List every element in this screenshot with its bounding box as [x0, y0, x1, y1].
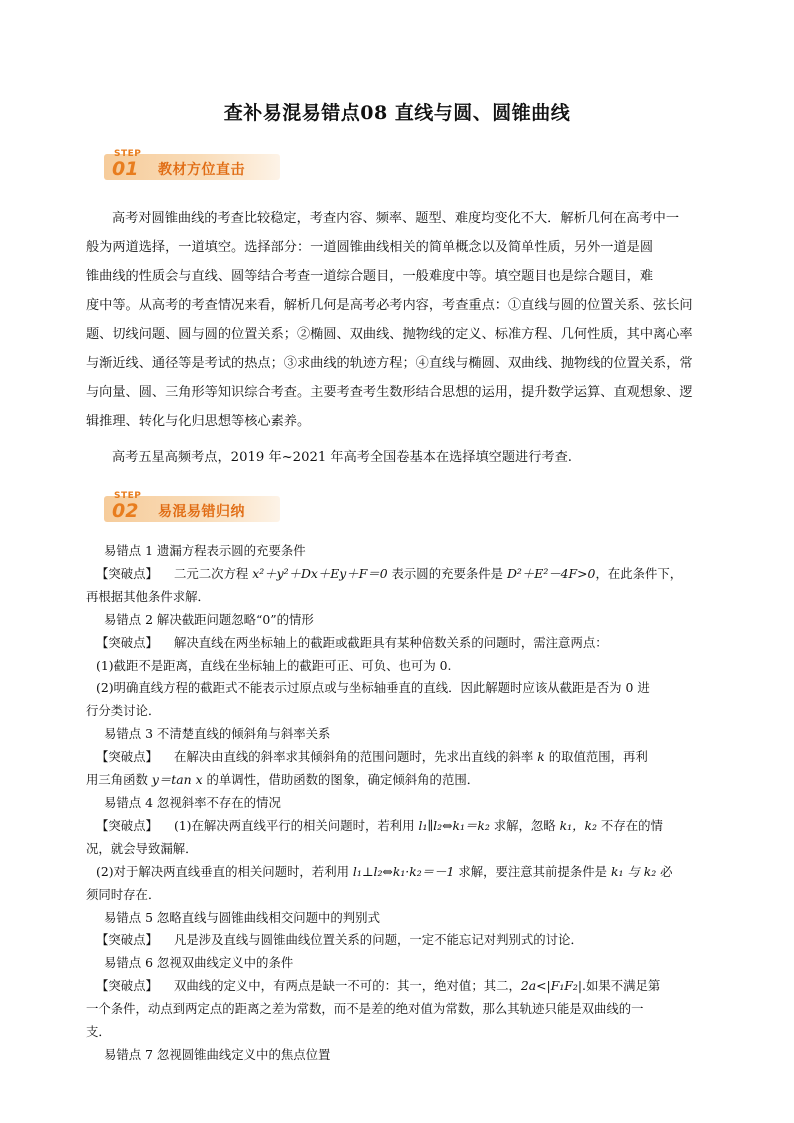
step-number: 01 [112, 158, 139, 180]
tip-text: 凡是涉及直线与圆锥曲线位置关系的问题，一定不能忘记对判别式的讨论． [173, 932, 583, 948]
error-point-title: 易错点 5 忽略直线与圆锥曲线相交问题中的判别式 [104, 909, 380, 925]
tip-continuation: 须同时存在． [86, 886, 161, 902]
error-points-list [86, 540, 736, 1067]
error-point-tip [86, 563, 736, 586]
math-expression: k₁，k₂ [559, 817, 597, 833]
step-word: STEP [114, 491, 142, 501]
math-expression: l₁∥l₂⇔k₁＝k₂ [418, 817, 490, 833]
error-point-title: 易错点 6 忽视双曲线定义中的条件 [104, 955, 294, 971]
tip-text: 求解，要注意其前提条件是 [454, 863, 611, 879]
tip-continuation: 行分类讨论． [86, 703, 161, 719]
tip-continuation: 支． [86, 1024, 111, 1040]
tip-label: 【突破点】 [96, 565, 158, 581]
tip-text: 解决直线在两坐标轴上的截距或截距具有某种倍数关系的问题时，需注意两点： [173, 634, 608, 650]
tip-text: ，在此条件下， [595, 565, 683, 581]
intro-line: 辑推理、转化与化归思想等核心素养。 [86, 414, 311, 429]
tip-label: 【突破点】 [96, 634, 158, 650]
math-expression: k₁ 与 k₂ [610, 863, 657, 879]
intro-line: 高考对圆锥曲线的考查比较稳定，考查内容、频率、题型、难度均变化不大．解析几何在高考中一 [112, 211, 680, 226]
error-point-title: 易错点 1 遗漏方程表示圆的充要条件 [104, 543, 306, 558]
tip-text: (1)在解决两直线平行的相关问题时，若利用 [173, 817, 419, 833]
tip-text: 二元二次方程 [173, 565, 253, 581]
intro-line: 题、切线问题、圆与圆的位置关系；②椭圆、双曲线、抛物线的定义、标准方程、几何性质，其中离心率 [86, 327, 693, 342]
error-point-tip [86, 975, 736, 998]
step-label: 教材方位直击 [158, 162, 245, 178]
error-point-tip [86, 746, 736, 769]
error-point-title: 易错点 2 解决截距问题忽略“0”的情形 [104, 611, 314, 627]
step-01-header [104, 147, 284, 187]
tip-label: 【突破点】 [96, 932, 158, 948]
error-point-title: 易错点 7 忽视圆锥曲线定义中的焦点位置 [104, 1046, 331, 1062]
intro-paragraph [86, 204, 732, 436]
tip-text: 用三角函数 [86, 772, 152, 788]
tip-text: 必 [656, 863, 673, 879]
tip-text: 表示圆的充要条件是 [387, 565, 507, 581]
tip-continuation: 况，就会导致漏解． [86, 840, 198, 856]
error-point-title: 易错点 3 不清楚直线的倾斜角与斜率关系 [104, 726, 331, 742]
intro-line: 般为两道选择，一道填空。选择部分：一道圆锥曲线相关的简单概念以及简单性质，另外一道是圆 [86, 240, 654, 255]
step-label: 易混易错归纳 [158, 504, 245, 520]
tip-text: 不存在的情 [596, 817, 663, 833]
step-badge-icon [112, 489, 152, 529]
tip-subpoint: (1)截距不是距离，直线在坐标轴上的截距可正、可负、也可为 0. [96, 657, 452, 673]
page-title: 查补易混易错点08 直线与圆、圆锥曲线 [223, 102, 571, 124]
step-word: STEP [114, 149, 142, 159]
tip-text: 在解决由直线的斜率求其倾斜角的范围问题时，先求出直线的斜率 [173, 749, 538, 765]
intro-paragraph-2: 高考五星高频考点，2019 年~2021 年高考全国卷基本在选择填空题进行考查. [112, 450, 572, 465]
tip-text: 求解，忽略 [489, 817, 560, 833]
intro-line: 锥曲线的性质会与直线、圆等结合考查一道综合题目，一般难度中等。填空题目也是综合题目，难 [86, 269, 654, 284]
math-expression: x²＋y²＋Dx＋Ey＋F＝0 [252, 565, 388, 581]
intro-line: 与向量、圆、三角形等知识综合考查。主要考查考生数形结合思想的运用，提升数学运算、直观想象、逻 [86, 385, 693, 400]
step-02-header [104, 489, 284, 529]
intro-line: 与渐近线、通径等是考试的热点；③求曲线的轨迹方程；④直线与椭圆、双曲线、抛物线的位置关系，常 [86, 356, 693, 371]
tip-continuation: 再根据其他条件求解． [86, 588, 210, 604]
error-point-title: 易错点 4 忽视斜率不存在的情况 [104, 794, 281, 810]
tip-text: 双曲线的定义中，有两点是缺一不可的：其一，绝对值；其二， [173, 978, 521, 994]
error-point-tip [86, 929, 736, 952]
tip-continuation [86, 769, 736, 792]
tip-label: 【突破点】 [96, 978, 158, 994]
math-expression: k [537, 749, 545, 765]
tip-label: 【突破点】 [96, 749, 158, 765]
math-expression: l₁⊥l₂⇔k₁·k₂＝－1 [352, 863, 455, 879]
math-expression: y＝tan x [151, 772, 203, 788]
error-point-tip [86, 815, 736, 838]
step-badge-icon [112, 147, 152, 187]
math-expression: D²＋E²－4F>0 [506, 565, 596, 581]
step-number: 02 [112, 500, 139, 522]
tip-text: 的单调性，借助函数的图象，确定倾斜角的范围． [202, 772, 480, 788]
math-expression: 2a<|F₁F₂| [520, 978, 583, 994]
tip-subpoint: (2)明确直线方程的截距式不能表示过原点或与坐标轴垂直的直线．因此解题时应该从截距是否为 0 进 [96, 680, 650, 696]
tip-label: 【突破点】 [96, 817, 158, 833]
tip-text: (2)对于解决两直线垂直的相关问题时，若利用 [96, 863, 353, 879]
tip-continuation: 一个条件，动点到两定点的距离之差为常数，而不是差的绝对值为常数，那么其轨迹只能是双曲线的一 [86, 1001, 644, 1017]
error-point-tip [86, 632, 736, 655]
tip-text: .如果不满足第 [582, 978, 661, 994]
intro-line: 度中等。从高考的考查情况来看，解析几何是高考必考内容，考查重点：①直线与圆的位置关系、弦长问 [86, 298, 693, 313]
tip-text: 的取值范围，再利 [544, 749, 648, 765]
tip-subpoint [86, 861, 736, 884]
